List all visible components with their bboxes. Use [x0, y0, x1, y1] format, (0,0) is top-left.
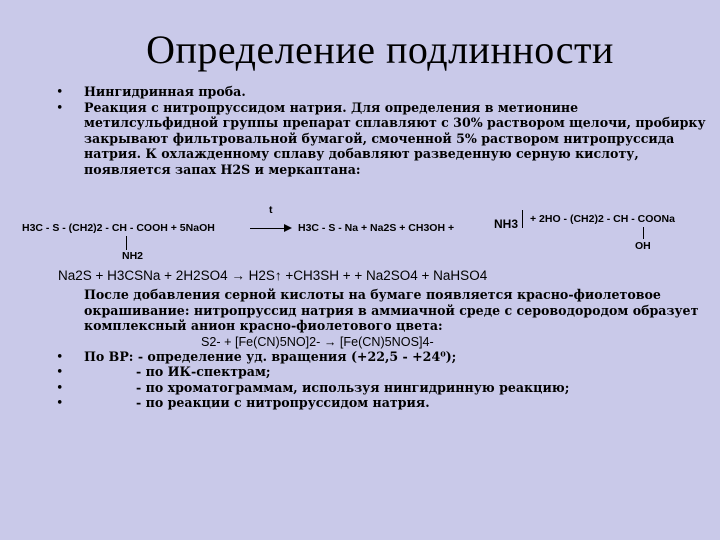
bullet-text: - по реакции с нитропруссидом натрия.	[136, 395, 430, 411]
observation-paragraph: После добавления серной кислоты на бумаге появляется красно-фиолетовое окрашивание: нитропруссид натрия в аммиачной среде с сероводородом образует комплексный анион красно-фиолетового цвета:	[84, 287, 699, 333]
reaction1-rest: + 2HO - (CH2)2 - CH - COONa	[530, 213, 675, 225]
reaction1-oh: OH	[635, 240, 651, 252]
bullet-dot: •	[56, 348, 64, 364]
bullet-text: - по ИК-спектрам;	[136, 364, 271, 380]
lower-content	[56, 268, 716, 411]
amino-bond-line	[126, 236, 127, 250]
bullet-dot: •	[56, 84, 64, 99]
reaction1-nh3: NH3	[494, 217, 519, 231]
bullet-text: По ВР: - определение уд. вращения (+22,5 - +24⁰);	[84, 348, 457, 364]
bullet-dot: •	[56, 364, 64, 380]
bullet-ir-spectra	[56, 364, 716, 380]
bullet-optical-rotation	[56, 349, 716, 365]
reaction1-reactant: H3C - S - (CH2)2 - CH - COOH + 5NaOH	[22, 222, 215, 234]
slide-title: Определение подлинности	[146, 27, 614, 72]
bullet-dot: •	[56, 395, 64, 411]
reaction2: Na2S + H3CSNa + 2H2SO4 → H2S↑ +CH3SH + + Na2SO4 + NaHSO4	[58, 268, 488, 283]
bullet-text: - по хроматограммам, используя нингидринную реакцию;	[136, 379, 570, 395]
nh3-gas-arrow	[522, 210, 523, 228]
reaction1-products: H3C - S - Na + Na2S + CH3OH +	[298, 222, 455, 234]
bullet-dot: •	[56, 379, 64, 395]
bullet-text: Реакция с нитропруссидом натрия. Для определения в метионине метилсульфидной группы препарат сплавляют с 30% раствором щелочи, пробирку закрывают фильтровальной бумагой, смоченной 5% раствором нитропруссида натрия. К охлажденному сплаву добавляют разведенную серную кислоту, появляется запах H2S и меркаптана:	[84, 99, 706, 177]
bullet-dot: •	[56, 99, 64, 115]
oh-bond-line	[643, 227, 644, 239]
bullet-nitroprusside	[56, 100, 716, 178]
bullet-text: Нингидринная проба.	[84, 84, 246, 99]
reaction1-arrow-label: t	[269, 204, 273, 216]
bullet-nitroprusside-reaction	[56, 395, 716, 411]
bullet-chromatograms	[56, 380, 716, 396]
top-bullet-list	[56, 84, 716, 178]
complex-equation: S2- + [Fe(CN)5NO]2- → [Fe(CN)5NOS]4-	[201, 334, 434, 349]
reaction1-arrow	[250, 228, 286, 229]
bullet-ninhydrin	[56, 84, 716, 100]
reaction1-arrowhead	[284, 224, 292, 232]
reaction1-amino: NH2	[122, 250, 144, 262]
